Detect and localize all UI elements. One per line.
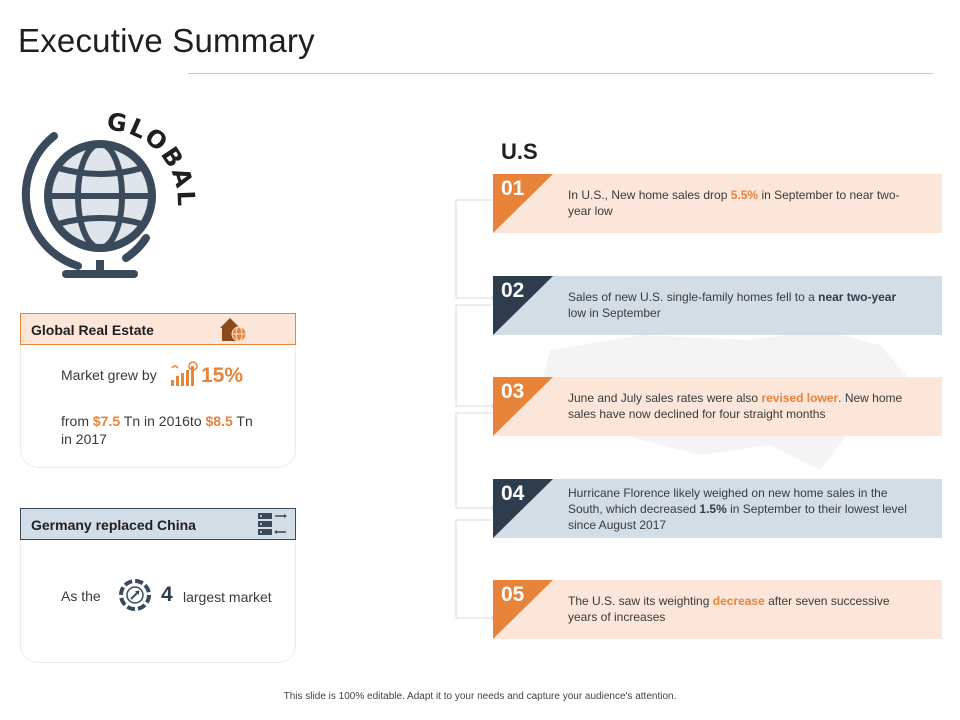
us-item-5	[493, 580, 942, 639]
global-real-estate-heading: Global Real Estate	[20, 313, 296, 345]
us-item-1	[493, 174, 942, 233]
item-2-text: Sales of new U.S. single-family homes fell to a near two-year low in September	[568, 290, 897, 320]
item-4-text: Hurricane Florence likely weighed on new home sales in the South, which decreased 1.5% in September to their lowest level since August 2017	[568, 486, 907, 532]
server-icon	[256, 511, 288, 537]
us-item-3	[493, 377, 942, 436]
market-rank: 4	[161, 583, 173, 606]
largest-market-label: largest market	[183, 589, 272, 605]
growth-chart-icon	[169, 360, 199, 388]
svg-text:GLOBAL: GLOBAL	[105, 108, 201, 209]
germany-heading: Germany replaced China	[20, 508, 296, 540]
end-value: $8.5	[205, 413, 233, 429]
us-item-4	[493, 479, 942, 538]
page-title: Executive Summary	[18, 22, 315, 59]
start-value: $7.5	[92, 413, 121, 429]
item-3-text: June and July sales rates were also revised lower. New home sales have now declined for four straight months	[568, 391, 903, 421]
market-grew-label: Market grew by	[61, 367, 157, 383]
item-4-number: 04	[501, 482, 525, 505]
item-3-number: 03	[501, 380, 525, 403]
growth-percent: 15%	[201, 364, 244, 387]
item-1-number: 01	[501, 177, 525, 200]
as-the-label: As the	[61, 588, 101, 604]
global-real-estate-card	[20, 345, 296, 468]
footer-note: This slide is 100% editable. Adapt it to your needs and capture your audience's attention.	[283, 691, 677, 702]
item-5-text: The U.S. saw its weighting decrease after seven successive years of increases	[568, 594, 890, 624]
item-2-number: 02	[501, 279, 525, 302]
growth-range-text: from $7.5 Tn in 2016to $8.5 Tn in 2017	[61, 413, 253, 447]
item-1-text: In U.S., New home sales drop 5.5% in September to near two-year low	[568, 188, 900, 218]
item-5-number: 05	[501, 583, 525, 606]
global-arc-text	[96, 108, 206, 228]
compass-icon	[118, 578, 152, 612]
us-item-2	[493, 276, 942, 335]
title-rule	[188, 73, 933, 74]
us-heading: U.S	[501, 139, 538, 164]
house-globe-icon	[216, 314, 248, 344]
